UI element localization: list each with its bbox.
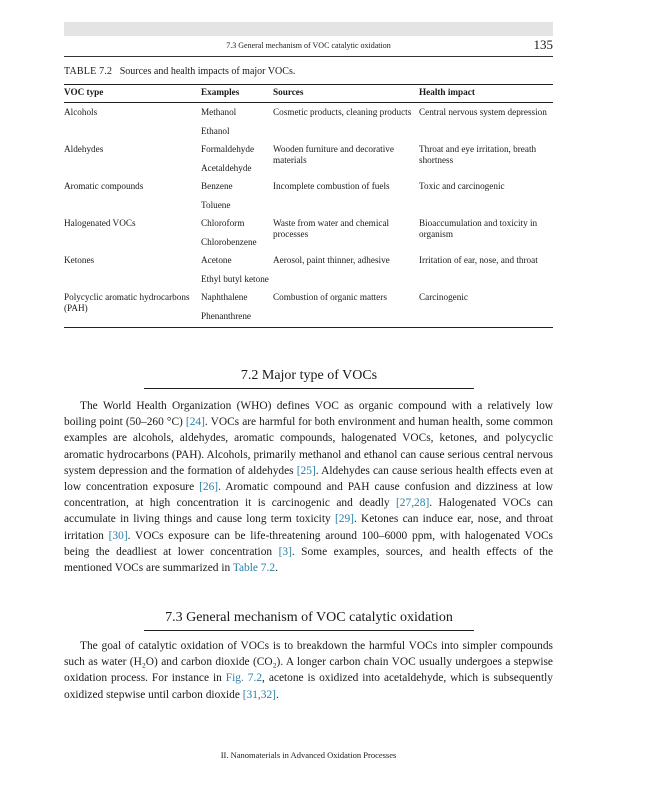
examples-cell: [201, 251, 273, 288]
column-header: VOC type: [64, 85, 201, 103]
column-header: Examples: [201, 85, 273, 103]
sources-cell: Cosmetic products, cleaning products: [273, 106, 412, 117]
example-item: Toluene: [201, 200, 231, 210]
voc-type-cell: Halogenated VOCs: [64, 217, 136, 228]
table-row: [64, 140, 553, 177]
health-impact-cell: Central nervous system depression: [419, 106, 547, 117]
example-item: Methanol: [201, 106, 237, 117]
citation-link[interactable]: [30]: [108, 529, 128, 542]
body-paragraph: [64, 398, 553, 576]
paragraph-text: . VOCs are harmful for both environment and human health, some common examples are alcohols, aldehydes, aromatic compounds, halogenated VOCs, ketones, and polycyclic aromatic hydrocarbons (PAH). Alcohols, primarily methanol and ethanol can cause serious central nervous system depression and the formation of aldehydes: [64, 416, 553, 477]
paragraph-text: . VOCs exposure can be life-threatening around 100–6000 ppm, with halogenated VOCs being the deadliest at lower concentration: [64, 529, 553, 558]
health-impact-cell: Carcinogenic: [419, 288, 553, 328]
running-head: [64, 37, 553, 52]
example-item: Ethyl butyl ketone: [201, 274, 269, 284]
table-header-row: [64, 85, 553, 103]
paragraph-text: .: [275, 562, 278, 575]
voc-type-cell: Polycyclic aromatic hydrocarbons (PAH): [64, 288, 201, 328]
example-item: Naphthalene: [201, 291, 248, 302]
table-caption-text: Sources and health impacts of major VOCs.: [119, 66, 296, 77]
table-row: [64, 251, 553, 288]
column-header: Health impact: [419, 85, 553, 103]
health-impact-cell: Bioaccumulation and toxicity in organism: [419, 217, 538, 239]
sources-cell: Waste from water and chemical processes: [273, 217, 390, 239]
paragraph-text: .: [275, 688, 279, 701]
voc-type-cell: Alcohols: [64, 106, 98, 117]
health-impact-cell: Throat and eye irritation, breath shortness: [419, 143, 537, 165]
citation-link[interactable]: Table 7.2: [232, 562, 276, 575]
example-item: Acetaldehyde: [201, 163, 252, 173]
table-row: [64, 102, 553, 140]
examples-cell: [201, 288, 273, 328]
column-header: Sources: [273, 85, 419, 103]
paragraph-text: . Ketones can induce ear, nose, and throat irritation: [64, 513, 553, 542]
paragraph-text: The World Health Organization (WHO) defines VOC as organic compound with a relatively low boiling point (50–260 °C): [64, 400, 553, 429]
citation-link[interactable]: [26]: [199, 481, 219, 494]
paragraph-text: The goal of catalytic oxidation of VOCs is to breakdown the harmful VOCs into simpler compounds such as water (H₂O) and carbon dioxide (CO₂). A longer carbon chain VOC usually undergoes a stepwise oxidation process. For instance in: [64, 640, 553, 685]
citation-link[interactable]: [3]: [278, 545, 292, 558]
health-impact-cell: Irritation of ear, nose, and throat: [419, 254, 538, 265]
voc-type-cell: Aromatic compounds: [64, 180, 144, 191]
citation-link[interactable]: [25]: [296, 464, 316, 477]
header-bar: [64, 22, 553, 36]
table-row: [64, 214, 553, 251]
table-body: [64, 102, 553, 327]
section-heading: 7.3 General mechanism of VOC catalytic oxidation: [144, 610, 474, 631]
table-row: [64, 288, 553, 328]
body-paragraph: [64, 638, 553, 703]
health-impact-cell: Toxic and carcinogenic: [419, 180, 505, 191]
example-item: Acetone: [201, 254, 232, 265]
examples-cell: [201, 140, 273, 177]
sources-cell: Aerosol, paint thinner, adhesive: [273, 254, 390, 265]
voc-type-cell: Ketones: [64, 254, 95, 265]
example-item: Formaldehyde: [201, 143, 255, 154]
paragraph-text: . Halogenated VOCs can accumulate in living things and cause long term toxicity: [64, 497, 553, 526]
citation-link[interactable]: [24]: [185, 416, 205, 429]
example-item: Chlorobenzene: [201, 237, 257, 247]
sources-cell: Wooden furniture and decorative materials: [273, 143, 394, 165]
running-head-text: 7.3 General mechanism of VOC catalytic oxidation: [226, 41, 391, 50]
voc-type-cell: Aldehydes: [64, 143, 104, 154]
citation-link[interactable]: [29]: [334, 513, 354, 526]
table-row: [64, 177, 553, 214]
table-caption: [64, 66, 295, 77]
sources-cell: Combustion of organic matters: [273, 288, 419, 328]
citation-link[interactable]: [27,28]: [396, 497, 430, 510]
example-item: Benzene: [201, 180, 233, 191]
voc-table: [64, 84, 553, 328]
examples-cell: [201, 102, 273, 140]
page-footer: II. Nanomaterials in Advanced Oxidation Processes: [220, 750, 397, 760]
example-item: Ethanol: [201, 126, 230, 136]
paragraph-text: . Aromatic compound and PAH cause confusion and dizziness at low concentration, at high concentration it is carcinogenic and deadly: [64, 481, 554, 510]
example-item: Chloroform: [201, 217, 245, 228]
examples-cell: [201, 177, 273, 214]
paragraph-text: . Aldehydes can cause serious health effects even at low concentration exposure: [64, 464, 553, 494]
page-number: 135: [533, 37, 553, 52]
sources-cell: Incomplete combustion of fuels: [273, 180, 390, 191]
example-item: Phenanthrene: [201, 311, 252, 321]
paragraph-text: . Some examples, sources, and health effects of the mentioned VOCs are summarized in: [64, 545, 553, 575]
citation-link[interactable]: [31,32]: [242, 688, 276, 701]
section-heading: 7.2 Major type of VOCs: [144, 368, 474, 389]
table-label: TABLE 7.2: [64, 66, 113, 77]
paragraph-text: , acetone is oxidized into acetaldehyde, which is subsequently oxidized stepwise until carbon dioxide: [64, 672, 553, 701]
citation-link[interactable]: Fig. 7.2: [225, 672, 263, 685]
examples-cell: [201, 214, 273, 251]
